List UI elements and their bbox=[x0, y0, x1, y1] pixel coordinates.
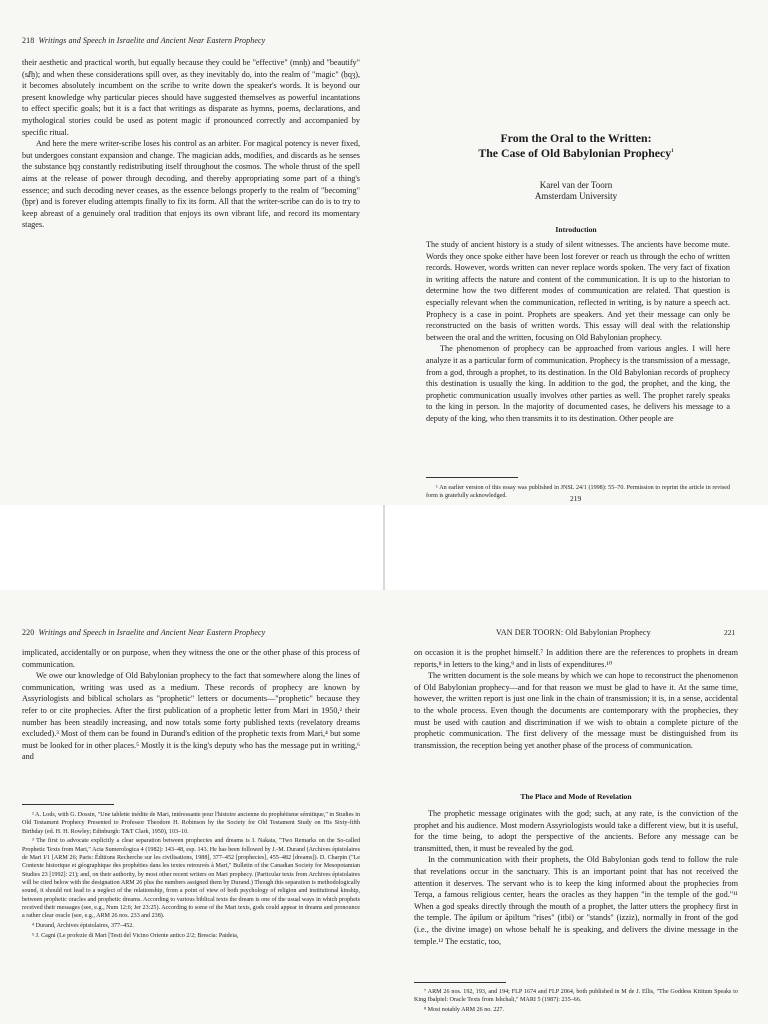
footnote: ⁴ Durand, Archives épistolaires, 377–452. bbox=[32, 923, 134, 930]
running-head bbox=[22, 36, 265, 45]
paragraph: The written document is the sole means by which we can hope to reconstruct the phenomenon of Old Babylonian prophecy—and for that reason we must be glad to have it. At the same time, however, the written report is just one link in the chain of transmission; it is, in a sense, accidental to the whole process. Even though the documents are contemporary with the prophecies, they must be used with caution and discrimination if we wish to obtain a complete picture of the prophetic communication. The first delivery of the message must be distinguished from its transmission, the reception being yet another phase of the process of communication. bbox=[414, 671, 738, 750]
paragraph: their aesthetic and practical worth, but equally because they could be "effective" (mnḫ) and "beautify"(sⅈḫ); and when these considerations spill over, as they inevitably do, into the realm of "magic" (ḥqȝ), it becomes absolutely incumbent on the scribe to write down the speaker's words. It is beyond our present knowledge why particular pieces should have suggested themselves as powerful incantations to effect specific goals; but it is a fact that writings as disparate as hymns, poems, declarations, and mythological stories could be used as potent magic if pronounced correctly and accompanied by specific ritual. bbox=[22, 58, 360, 137]
paragraph: implicated, accidentally or on purpose, when they witness the one or the other phase of this process of communication. bbox=[22, 648, 360, 669]
running-head-title: Writings and Speech in Israelite and Ancient Near Eastern Prophecy bbox=[38, 628, 266, 637]
footnotes bbox=[414, 988, 738, 1016]
body-text bbox=[22, 57, 360, 231]
paragraph: The phenomenon of prophecy can be approached from various angles. I will here analyze it as a particular form of communication. Prophecy is the transmission of a message, from a god, through a prophet, to its destination. In the Old Babylonian records of prophecy this destination is usually the king. In addition to the god, the prophet, and the king, the prophetic communication usually involves other parties as well. The prophet rarely speaks to the king in person. In the majority of documented cases, he delivers his message to a deputy of the king, who then transmits it to its destination. Other people are bbox=[426, 344, 730, 423]
running-head: VAN DER TOORN: Old Babylonian Prophecy bbox=[496, 628, 651, 637]
author-affiliation: Amsterdam University bbox=[534, 191, 618, 201]
running-head-title: Writings and Speech in Israelite and Ancient Near Eastern Prophecy bbox=[38, 36, 266, 45]
footnote: ⁵ J. Cagni (Le profezie di Mari [Testi del Vicino Oriente antico 2/2; Brescia: Paideia, bbox=[32, 932, 239, 939]
page-number: 219 bbox=[570, 494, 582, 503]
author-name: Karel van der Toorn bbox=[539, 180, 613, 190]
page-218 bbox=[0, 0, 384, 505]
page-number: 221 bbox=[724, 628, 736, 637]
page-220 bbox=[0, 590, 384, 1024]
title-footnote-marker: 1 bbox=[671, 149, 674, 155]
footnote: ⁷ ARM 26 nos. 192, 193, and 194; FLP 1674 and FLP 2064, both published in M de J. Ellis, "The Goddess Kititum Speaks to King Ibalpiel: Oracle Texts from Ishchali," MARI 5 (1987): 235–66. bbox=[414, 989, 738, 1004]
body-text bbox=[22, 647, 360, 763]
section-heading: Introduction bbox=[555, 225, 597, 234]
paragraph: The prophetic message originates with the god; such, at any rate, is the conviction of the prophet and his audience. Most modern Assyriologists would take a different view, but it is useful, for the time being, to adopt the perspective of the ancients. Before any message can be transmitted, then, it must be revealed by the god. bbox=[414, 809, 738, 853]
title-line-1: From the Oral to the Written: bbox=[500, 131, 652, 145]
section-heading: The Place and Mode of Revelation bbox=[520, 792, 632, 801]
page-219 bbox=[384, 0, 768, 505]
paragraph: on occasion it is the prophet himself.⁷ In addition there are the references to prophets in dream reports,⁸ in letters to the king,⁹ and in lists of expenditures.¹⁰ bbox=[414, 648, 738, 669]
paragraph: In the communication with their prophets, the Old Babylonian gods tend to follow the rule that revelations occur in the sanctuary. This is an important point that has not received the attention it deserves. The servant who is to keep the king informed about the prophecies from Terqa, a famous religious center, hears the oracles as they happen "in the temple of the god."¹¹ When a god speaks directly through the mouth of a prophet, the latter utters the prophecy first in the temple. The āpilum or āpiltum "rises" (itbi) or "stands" (izziz), normally in front of the god (i.e., the divine image) on whose behalf he is speaking, and delivers the divine message in the temple.¹² The ecstatic, too, bbox=[414, 855, 738, 946]
body-text bbox=[414, 647, 738, 751]
footnotes bbox=[22, 811, 360, 942]
paragraph: And here the mere writer-scribe loses his control as an arbiter. For magical potency is never fixed, but undergoes constant expansion and change. The magician adds, modifies, and discards as he senses the substance ḥqȝ constantly redistributing itself throughout the cosmos. The whole thrust of the spell aims at the release of power through decoding, and thereby appropriating some part of a thing's essence; and such decoding never ceases, as the essence belongs properly to the realm of "becoming" (ḫpr) and is forever eluding attempts finally to fix its form. All that the writer-scribe can do is to try to keep abreast of a genuinely oral tradition that enjoys its own vibrant life, and record its momentary stages. bbox=[22, 139, 360, 230]
title-line-2: The Case of Old Babylonian Prophecy bbox=[478, 146, 672, 160]
article-title bbox=[426, 131, 726, 161]
page-number: 218 bbox=[22, 36, 35, 45]
footnote: ⁸ Most notably ARM 26 no. 227. bbox=[424, 1007, 504, 1014]
footnote: ¹ An earlier version of this essay was published in JNSL 24/1 (1998): 55–70. Permission to reprint the article in revised form is gratefully acknowledged. bbox=[426, 485, 730, 500]
page-number: 220 bbox=[22, 628, 35, 637]
footnote: ³ The first to advocate explicitly a clear separation between prophecies and dreams is I. Nakata, "Two Remarks on the So-called Prophetic Texts from Mari," Acta Sumerologica 4 (1982): 143–48, esp. 143. He has been followed by J.-M. Durand (Archives épistolaires de Mari I/1 [ARM 26; Paris: Éditions Recherche sur les civilisations, 1988], 377–452 [prophecies], 455–482 [dreams]). D. Charpin ("Le Contexte historique et géographique des prophéties dans les textes retrouvés à Mari," Bulletin of the Canadian Society for Mesopotamian Studies 23 [1992]: 21); and, on their authority, by most other recent writers on Mari prophecy. (Particular texts from Archives épistolaires will be cited below with the designation ARM 26 plus the numbers assigned them by Durand.) Though this separation is methodologically sound, it should not lead to a neglect of the relationship, from a point of view of both psychology of religion and institutional kinship, between prophetic oracles and prophetic dreams. According to various biblical texts the dream is one of the usual ways in which prophets received their messages (see, e.g., Num 12:6; Jer 23:25). According to some of the Mari texts, gods could appear in dreams and pronounce a rather clear oracle (see, e.g., ARM 26 nos. 233 and 238). bbox=[22, 838, 360, 920]
footnote-rule bbox=[426, 477, 518, 478]
body-text bbox=[426, 239, 730, 425]
footnote-rule bbox=[414, 982, 506, 983]
running-head bbox=[22, 628, 265, 637]
page-221 bbox=[384, 590, 768, 1024]
footnote: ² A. Lods, with G. Dossin, "Une tablette inédite de Mari, intéressante pour l'histoire ancienne du prophétisme sémitique," in Studies in Old Testament Prophecy Presented to Professor Theodore H. Robinson by the Society for Old Testament Study on His Sixty-fifth Birthday (ed. H. H. Rowley; Edinburgh: T&T Clark, 1950), 103–10. bbox=[22, 812, 360, 835]
paragraph: We owe our knowledge of Old Babylonian prophecy to the fact that somewhere along the lines of communication, writing was used as a medium. These records of prophecy are known by Assyriologists and biblical scholars as "prophetic" letters or documents—"prophetic" because they refer to or cite prophecies. After the first publication of a prophetic letter from Mari in 1950,² their number has been steadily increasing, and now totals some forty published texts (revelatory dreams excluded).³ Most of them can be found in Durand's edition of the prophetic texts from Mari,⁴ but some must be looked for in other places.⁵ Mostly it is the king's deputy who has the message put in writing,⁶ and bbox=[22, 671, 360, 762]
paragraph: The study of ancient history is a study of silent witnesses. The ancients have become mute. Words they once spoke either have been lost forever or reach us through the echo of written records. However, words written can never replace words spoken. The very fact of fixation in writing affects the nature and content of the communication. It is up to the historian to determine how the two different modes of communication are related. That question is especially relevant when the communication, reflected in writing, is by nature a speech act. Prophecy is a case in point. Prophets are speakers. And yet their message can only be reconstructed on the basis of written words. This essay will deal with the relationship between the oral and the written, focusing on Old Babylonian prophecy. bbox=[426, 240, 730, 342]
footnote-rule bbox=[22, 804, 114, 805]
author-block bbox=[426, 180, 726, 202]
body-text-continued bbox=[414, 808, 738, 947]
